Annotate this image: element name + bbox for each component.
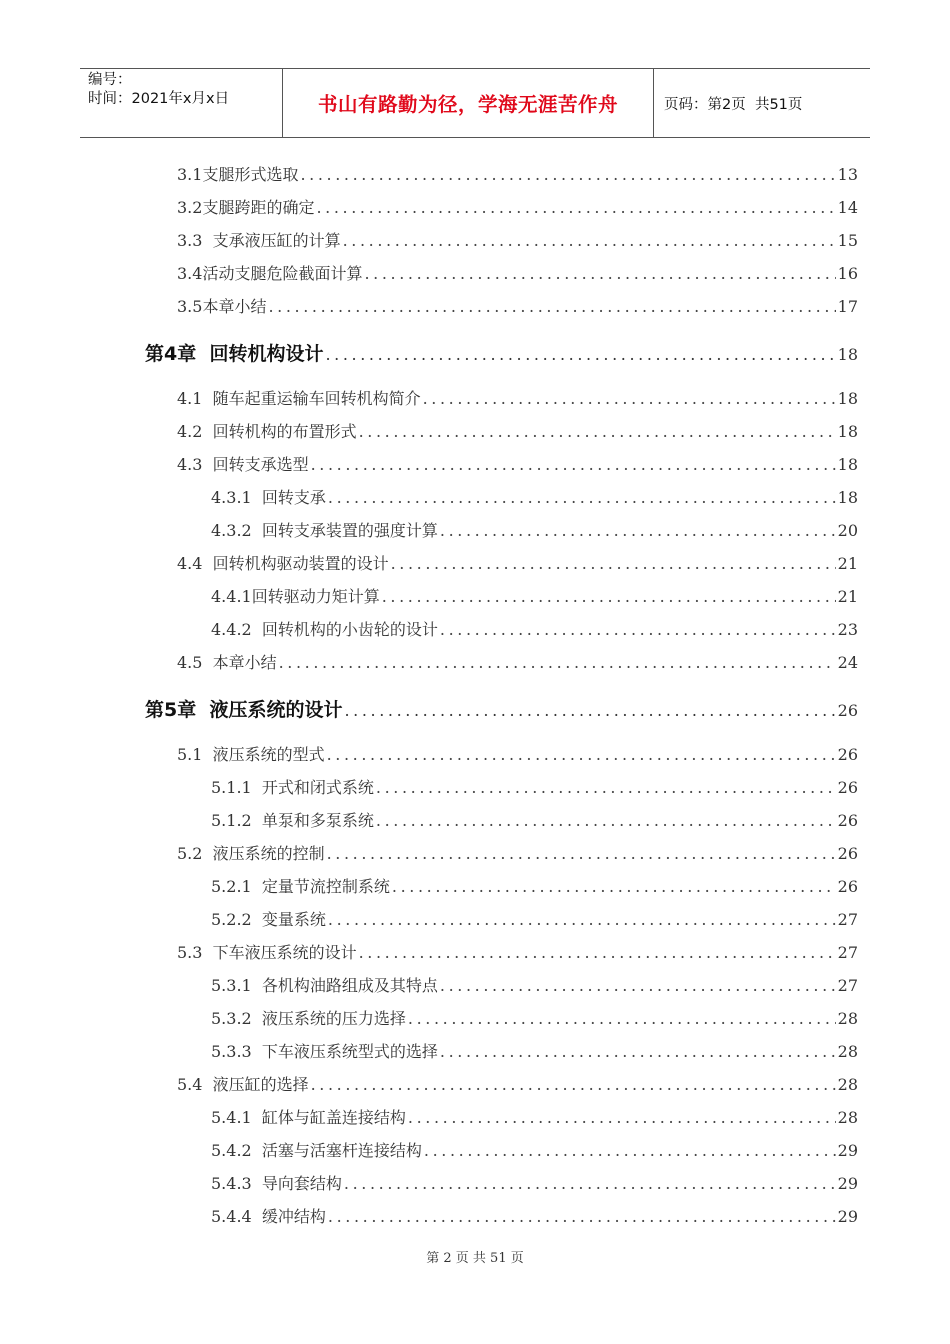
toc-leader-dots <box>325 345 835 364</box>
toc-entry-page: 24 <box>837 653 858 672</box>
header-number-label: 编号： <box>88 72 132 88</box>
toc-entry[interactable] <box>211 808 858 831</box>
toc-entry-title: 第4章 回转机构设计 <box>145 343 324 365</box>
toc-leader-dots <box>311 1075 836 1094</box>
toc-entry[interactable] <box>211 1105 858 1128</box>
toc-entry-title: 5.4.4 缓冲结构 <box>211 1207 326 1226</box>
toc-entry-page: 18 <box>837 455 858 474</box>
toc-entry-page: 18 <box>837 345 858 364</box>
toc-entry[interactable] <box>177 294 858 317</box>
toc-leader-dots <box>364 264 835 283</box>
toc-leader-dots <box>327 844 836 863</box>
toc-entry-title: 4.3.1 回转支承 <box>211 488 326 507</box>
toc-entry[interactable] <box>177 1072 858 1095</box>
toc-entry-page: 21 <box>837 554 858 573</box>
toc-leader-dots <box>311 455 836 474</box>
toc-entry[interactable] <box>211 518 858 541</box>
toc-entry-page: 14 <box>837 198 858 217</box>
toc-entry-title: 5.3.1 各机构油路组成及其特点 <box>211 976 438 995</box>
toc-entry-title: 4.4 回转机构驱动装置的设计 <box>177 554 389 573</box>
toc-entry-page: 29 <box>837 1207 858 1226</box>
toc-entry[interactable] <box>145 695 858 722</box>
toc-leader-dots <box>440 620 836 639</box>
toc-entry[interactable] <box>177 228 858 251</box>
toc-entry-page: 27 <box>837 910 858 929</box>
toc-entry-title: 5.1.2 单泵和多泵系统 <box>211 811 374 830</box>
toc-entry-page: 27 <box>837 976 858 995</box>
toc-entry-page: 18 <box>837 422 858 441</box>
toc-entry-page: 21 <box>837 587 858 606</box>
toc-entry-page: 28 <box>837 1042 858 1061</box>
toc-entry[interactable] <box>211 973 858 996</box>
toc-leader-dots <box>391 554 836 573</box>
toc-entry-page: 23 <box>837 620 858 639</box>
toc-leader-dots <box>344 701 835 720</box>
toc-leader-dots <box>408 1108 836 1127</box>
toc-leader-dots <box>440 976 836 995</box>
toc-leader-dots <box>328 488 836 507</box>
toc-entry[interactable] <box>177 742 858 765</box>
toc-entry[interactable] <box>211 617 858 640</box>
toc-entry[interactable] <box>211 874 858 897</box>
toc-entry-title: 4.1 随车起重运输车回转机构简介 <box>177 389 421 408</box>
toc-entry-page: 28 <box>837 1075 858 1094</box>
toc-entry-title: 5.1 液压系统的型式 <box>177 745 325 764</box>
toc-entry[interactable] <box>211 1138 858 1161</box>
toc-leader-dots <box>279 653 836 672</box>
toc-entry-title: 4.2 回转机构的布置形式 <box>177 422 357 441</box>
header-time-label: 时间：2021年x月x日 <box>88 91 230 107</box>
header-meta <box>80 69 282 137</box>
toc-entry-page: 17 <box>837 297 858 316</box>
toc-entry-page: 27 <box>837 943 858 962</box>
toc-leader-dots <box>344 1174 836 1193</box>
toc-entry[interactable] <box>211 584 858 607</box>
page-header <box>80 68 870 138</box>
toc-entry-title: 4.3.2 回转支承装置的强度计算 <box>211 521 438 540</box>
toc-leader-dots <box>316 198 835 217</box>
page-footer <box>0 1247 950 1266</box>
header-page-info-text: 页码：第2页 共51页 <box>664 96 803 113</box>
toc-entry[interactable] <box>177 386 858 409</box>
toc-leader-dots <box>327 745 836 764</box>
toc-leader-dots <box>376 778 836 797</box>
toc-entry-title: 5.1.1 开式和闭式系统 <box>211 778 374 797</box>
toc-entry-page: 13 <box>837 165 858 184</box>
toc-leader-dots <box>424 1141 836 1160</box>
toc-leader-dots <box>300 165 835 184</box>
toc-leader-dots <box>359 943 836 962</box>
toc-entry-title: 5.3.2 液压系统的压力选择 <box>211 1009 406 1028</box>
toc-entry[interactable] <box>177 261 858 284</box>
toc-leader-dots <box>328 910 836 929</box>
toc-entry-page: 18 <box>837 389 858 408</box>
footer-page-number: 第 2 页 共 51 页 <box>426 1251 524 1266</box>
toc-entry-title: 5.2 液压系统的控制 <box>177 844 325 863</box>
toc-entry-title: 5.4.1 缸体与缸盖连接结构 <box>211 1108 406 1127</box>
toc-entry-title: 3.2支腿跨距的确定 <box>177 198 315 217</box>
toc-leader-dots <box>392 877 836 896</box>
toc-leader-dots <box>343 231 836 250</box>
toc-entry-title: 3.3 支承液压缸的计算 <box>177 231 341 250</box>
toc-entry-page: 18 <box>837 488 858 507</box>
toc-entry[interactable] <box>211 1204 858 1227</box>
toc-entry[interactable] <box>177 195 858 218</box>
toc-entry[interactable] <box>177 162 858 185</box>
toc-entry-title: 5.2.2 变量系统 <box>211 910 326 929</box>
toc-entry[interactable] <box>177 841 858 864</box>
toc-entry-page: 26 <box>837 778 858 797</box>
toc-entry[interactable] <box>211 485 858 508</box>
toc-entry-title: 4.3 回转支承选型 <box>177 455 309 474</box>
toc-entry-title: 4.5 本章小结 <box>177 653 277 672</box>
toc-entry-title: 3.5本章小结 <box>177 297 267 316</box>
toc-entry-page: 29 <box>837 1141 858 1160</box>
toc-entry-page: 15 <box>837 231 858 250</box>
toc-entry[interactable] <box>177 551 858 574</box>
toc-leader-dots <box>268 297 835 316</box>
toc-entry-page: 16 <box>837 264 858 283</box>
toc-entry-title: 4.4.1回转驱动力矩计算 <box>211 587 380 606</box>
toc-entry-title: 5.4.2 活塞与活塞杆连接结构 <box>211 1141 422 1160</box>
toc-leader-dots <box>440 521 836 540</box>
toc-entry[interactable] <box>177 419 858 442</box>
header-page-info <box>654 69 870 137</box>
toc-leader-dots <box>440 1042 836 1061</box>
toc-entry-title: 3.4活动支腿危险截面计算 <box>177 264 363 283</box>
toc-entry-title: 4.4.2 回转机构的小齿轮的设计 <box>211 620 438 639</box>
toc-entry-page: 28 <box>837 1108 858 1127</box>
toc-entry[interactable] <box>145 339 858 366</box>
toc-entry[interactable] <box>177 940 858 963</box>
toc-entry-page: 20 <box>837 521 858 540</box>
toc-leader-dots <box>328 1207 836 1226</box>
toc-entry[interactable] <box>211 1171 858 1194</box>
toc-entry[interactable] <box>177 452 858 475</box>
toc-entry[interactable] <box>211 1039 858 1062</box>
toc-entry-title: 5.3.3 下车液压系统型式的选择 <box>211 1042 438 1061</box>
toc-entry-page: 29 <box>837 1174 858 1193</box>
toc-entry-title: 3.1支腿形式选取 <box>177 165 299 184</box>
toc-entry-page: 28 <box>837 1009 858 1028</box>
toc-entry-page: 26 <box>837 877 858 896</box>
toc-leader-dots <box>423 389 836 408</box>
toc-entry[interactable] <box>211 775 858 798</box>
toc-entry-page: 26 <box>837 844 858 863</box>
toc-entry-title: 5.4 液压缸的选择 <box>177 1075 309 1094</box>
toc-entry-title: 5.2.1 定量节流控制系统 <box>211 877 390 896</box>
toc-leader-dots <box>359 422 836 441</box>
toc-leader-dots <box>376 811 836 830</box>
toc-entry-page: 26 <box>837 811 858 830</box>
toc-entry-title: 5.3 下车液压系统的设计 <box>177 943 357 962</box>
toc-entry-page: 26 <box>837 745 858 764</box>
toc-entry-title: 5.4.3 导向套结构 <box>211 1174 342 1193</box>
toc-entry[interactable] <box>177 650 858 673</box>
header-motto: 书山有路勤为径，学海无涯苦作舟 <box>282 69 654 137</box>
toc-entry-page: 26 <box>837 701 858 720</box>
toc-leader-dots <box>382 587 836 606</box>
toc-entry[interactable] <box>211 907 858 930</box>
toc-entry[interactable] <box>211 1006 858 1029</box>
toc-leader-dots <box>408 1009 836 1028</box>
toc-entry-title: 第5章 液压系统的设计 <box>145 699 343 721</box>
